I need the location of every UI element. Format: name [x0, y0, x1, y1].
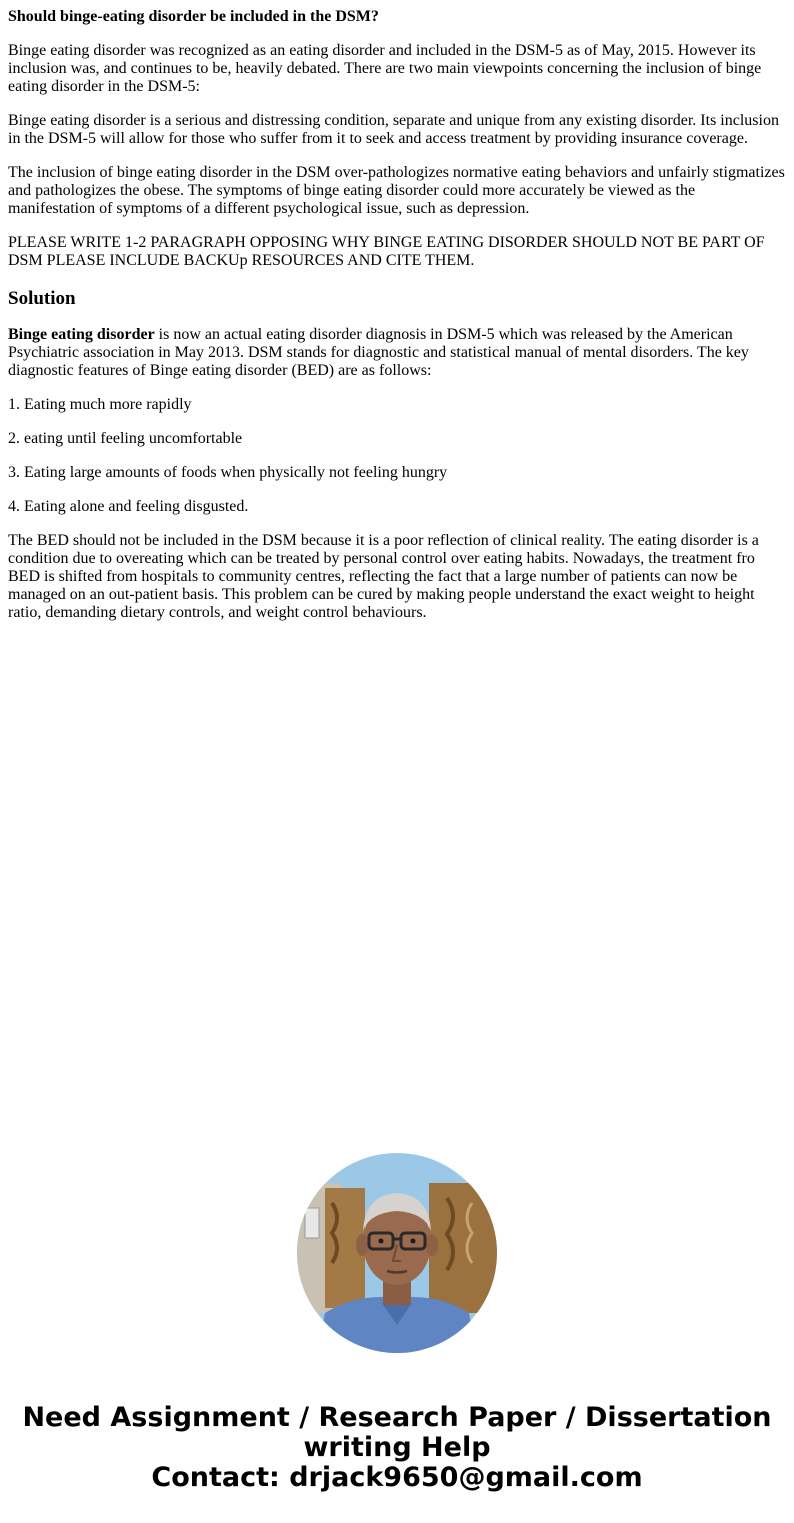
list-item: 4. Eating alone and feeling disgusted. [8, 498, 249, 515]
author-photo [297, 1153, 497, 1353]
promo-line: writing Help [303, 1432, 491, 1463]
list-item: 1. Eating much more rapidly [8, 396, 192, 413]
solution-intro-text: is now an actual eating disorder diagnosis in DSM-5 which was released by the American Psychiatric association in May 2013. DSM stands for diagnostic and statistical manual of mental disorders. The key diagnostic features of Binge eating disorder (BED) are as follows: [8, 326, 749, 379]
question-paragraph: The inclusion of binge eating disorder in the DSM over-pathologizes normative eating behaviors and unfairly stigmatizes and pathologizes the obese. The symptoms of binge eating disorder could more accurately be viewed as the manifestation of symptoms of a different psychological issue, such as depression. [8, 164, 785, 217]
question-instruction: PLEASE WRITE 1-2 PARAGRAPH OPPOSING WHY BINGE EATING DISORDER SHOULD NOT BE PART OF DSM PLEASE INCLUDE BACKUp RESOURCES AND CITE THEM. [8, 234, 765, 269]
promo-contact: Contact: drjack9650@gmail.com [151, 1462, 643, 1493]
question-title: Should binge-eating disorder be included in the DSM? [8, 8, 379, 25]
solution-intro [8, 326, 786, 380]
solution-heading: Solution [8, 288, 76, 309]
question-paragraph: Binge eating disorder is a serious and distressing condition, separate and unique from any existing disorder. Its inclusion in the DSM-5 will allow for those who suffer from it to seek and access treatment by providing insurance coverage. [8, 112, 779, 147]
promo-line: Need Assignment / Research Paper / Dissertation [22, 1402, 772, 1433]
solution-conclusion: The BED should not be included in the DSM because it is a poor reflection of clinical reality. The eating disorder is a condition due to overeating which can be treated by personal control over eating habits. Nowadays, the treatment fro BED is shifted from hospitals to community centres, reflecting the fact that a large number of patients can now be managed on an out-patient basis. This problem can be cured by making people understand the exact weight to height ratio, demanding dietary controls, and weight control behaviours. [8, 532, 759, 621]
promo-banner [0, 1403, 794, 1493]
question-paragraph: Binge eating disorder was recognized as an eating disorder and included in the DSM-5 as of May, 2015. However its inclusion was, and continues to be, heavily debated. There are two main viewpoints concerning the inclusion of binge eating disorder in the DSM-5: [8, 42, 762, 95]
solution-intro-bold: Binge eating disorder [8, 326, 155, 343]
document-content [8, 8, 786, 638]
list-item: 3. Eating large amounts of foods when physically not feeling hungry [8, 464, 448, 481]
list-item: 2. eating until feeling uncomfortable [8, 430, 243, 447]
portrait-illustration [297, 1153, 497, 1353]
